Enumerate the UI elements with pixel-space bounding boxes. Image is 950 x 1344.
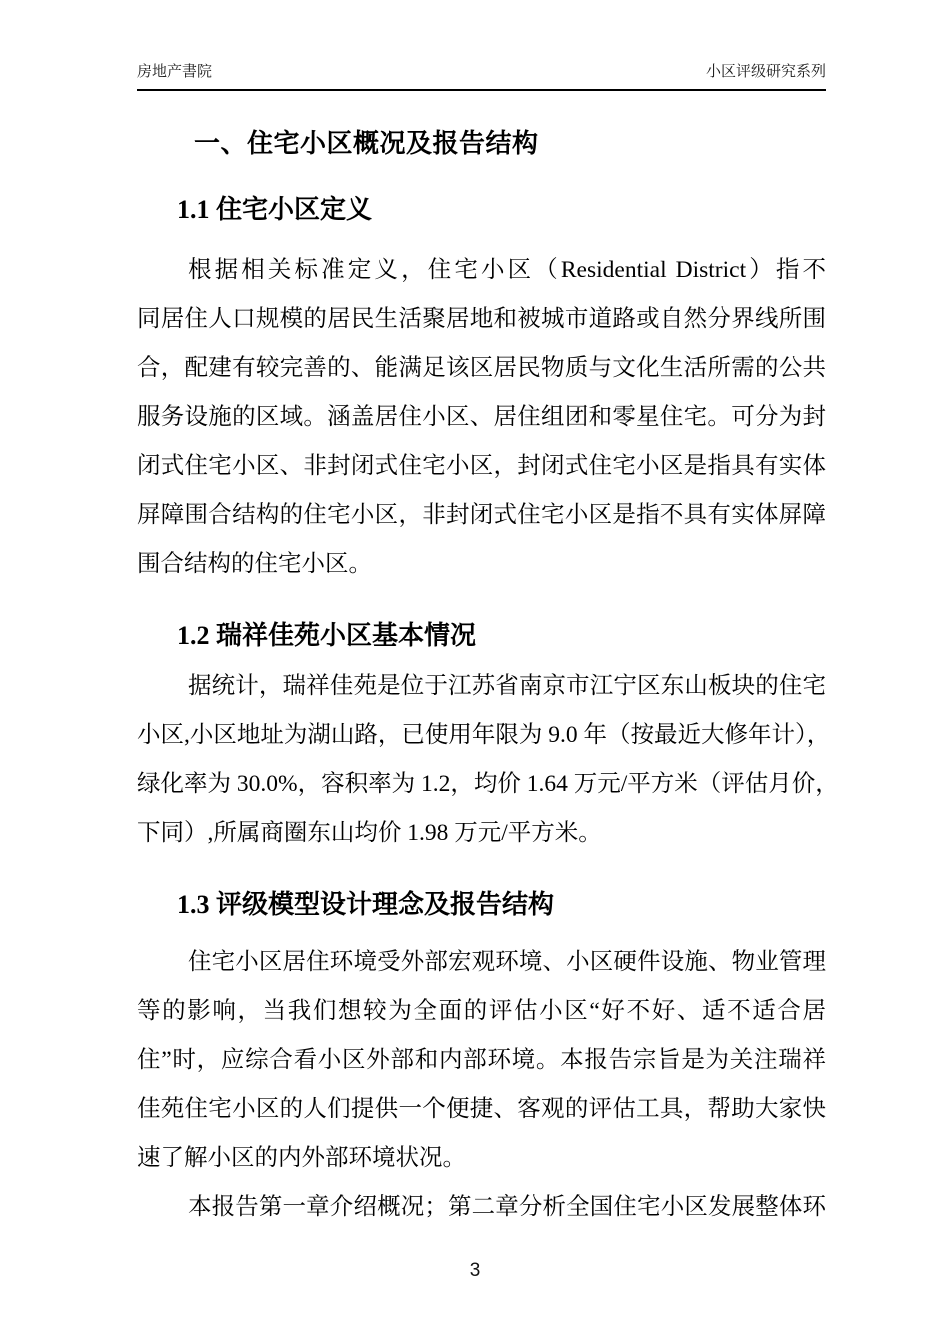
paragraph-line: 闭式住宅小区、非封闭式住宅小区，封闭式住宅小区是指具有实体	[137, 453, 826, 479]
page-title: 一、住宅小区概况及报告结构	[194, 128, 539, 158]
paragraph-line: 本报告第一章介绍概况；第二章分析全国住宅小区发展整体环	[188, 1194, 826, 1220]
paragraph-line: 服务设施的区域。涵盖居住小区、居住组团和零星住宅。可分为封	[137, 404, 826, 430]
section-heading-1-1: 1.1 住宅小区定义	[177, 195, 373, 224]
section-1-3-paragraph-2	[137, 1183, 826, 1232]
section-heading-1-2: 1.2 瑞祥佳苑小区基本情况	[177, 621, 477, 650]
paragraph-line: 据统计，瑞祥佳苑是位于江苏省南京市江宁区东山板块的住宅	[188, 673, 826, 699]
paragraph-line: 合，配建有较完善的、能满足该区居民物质与文化生活所需的公共	[137, 355, 826, 381]
paragraph-line: 速了解小区的内外部环境状况。	[137, 1145, 466, 1171]
page-header	[137, 62, 826, 91]
paragraph-line: 根据相关标准定义，住宅小区（Residential District）指不	[188, 257, 826, 283]
section-1-3-paragraph-1	[137, 938, 826, 1183]
paragraph-line: 同居住人口规模的居民生活聚居地和被城市道路或自然分界线所围	[137, 306, 826, 332]
paragraph-line: 住宅小区居住环境受外部宏观环境、小区硬件设施、物业管理	[188, 949, 826, 975]
section-1-1-paragraph	[137, 246, 826, 589]
paragraph-line: 小区,小区地址为湖山路，已使用年限为 9.0 年（按最近大修年计），	[137, 722, 831, 748]
section-1-2-paragraph	[137, 662, 839, 858]
header-right-text: 小区评级研究系列	[705, 63, 826, 80]
section-heading-1-3: 1.3 评级模型设计理念及报告结构	[177, 890, 555, 919]
paragraph-line: 等的影响，当我们想较为全面的评估小区“好不好、适不适合居	[137, 998, 826, 1024]
paragraph-line: 屏障围合结构的住宅小区，非封闭式住宅小区是指不具有实体屏障	[137, 502, 826, 528]
header-left-text: 房地产書院	[137, 63, 213, 80]
paragraph-line: 下同）,所属商圈东山均价 1.98 万元/平方米。	[137, 820, 602, 846]
paragraph-line: 围合结构的住宅小区。	[137, 551, 372, 577]
paragraph-line: 佳苑住宅小区的人们提供一个便捷、客观的评估工具，帮助大家快	[137, 1096, 826, 1122]
paragraph-line: 住”时，应综合看小区外部和内部环境。本报告宗旨是为关注瑞祥	[137, 1047, 826, 1073]
page-number: 3	[469, 1260, 481, 1281]
paragraph-line: 绿化率为 30.0%，容积率为 1.2，均价 1.64 万元/平方米（评估月价，	[137, 771, 839, 797]
